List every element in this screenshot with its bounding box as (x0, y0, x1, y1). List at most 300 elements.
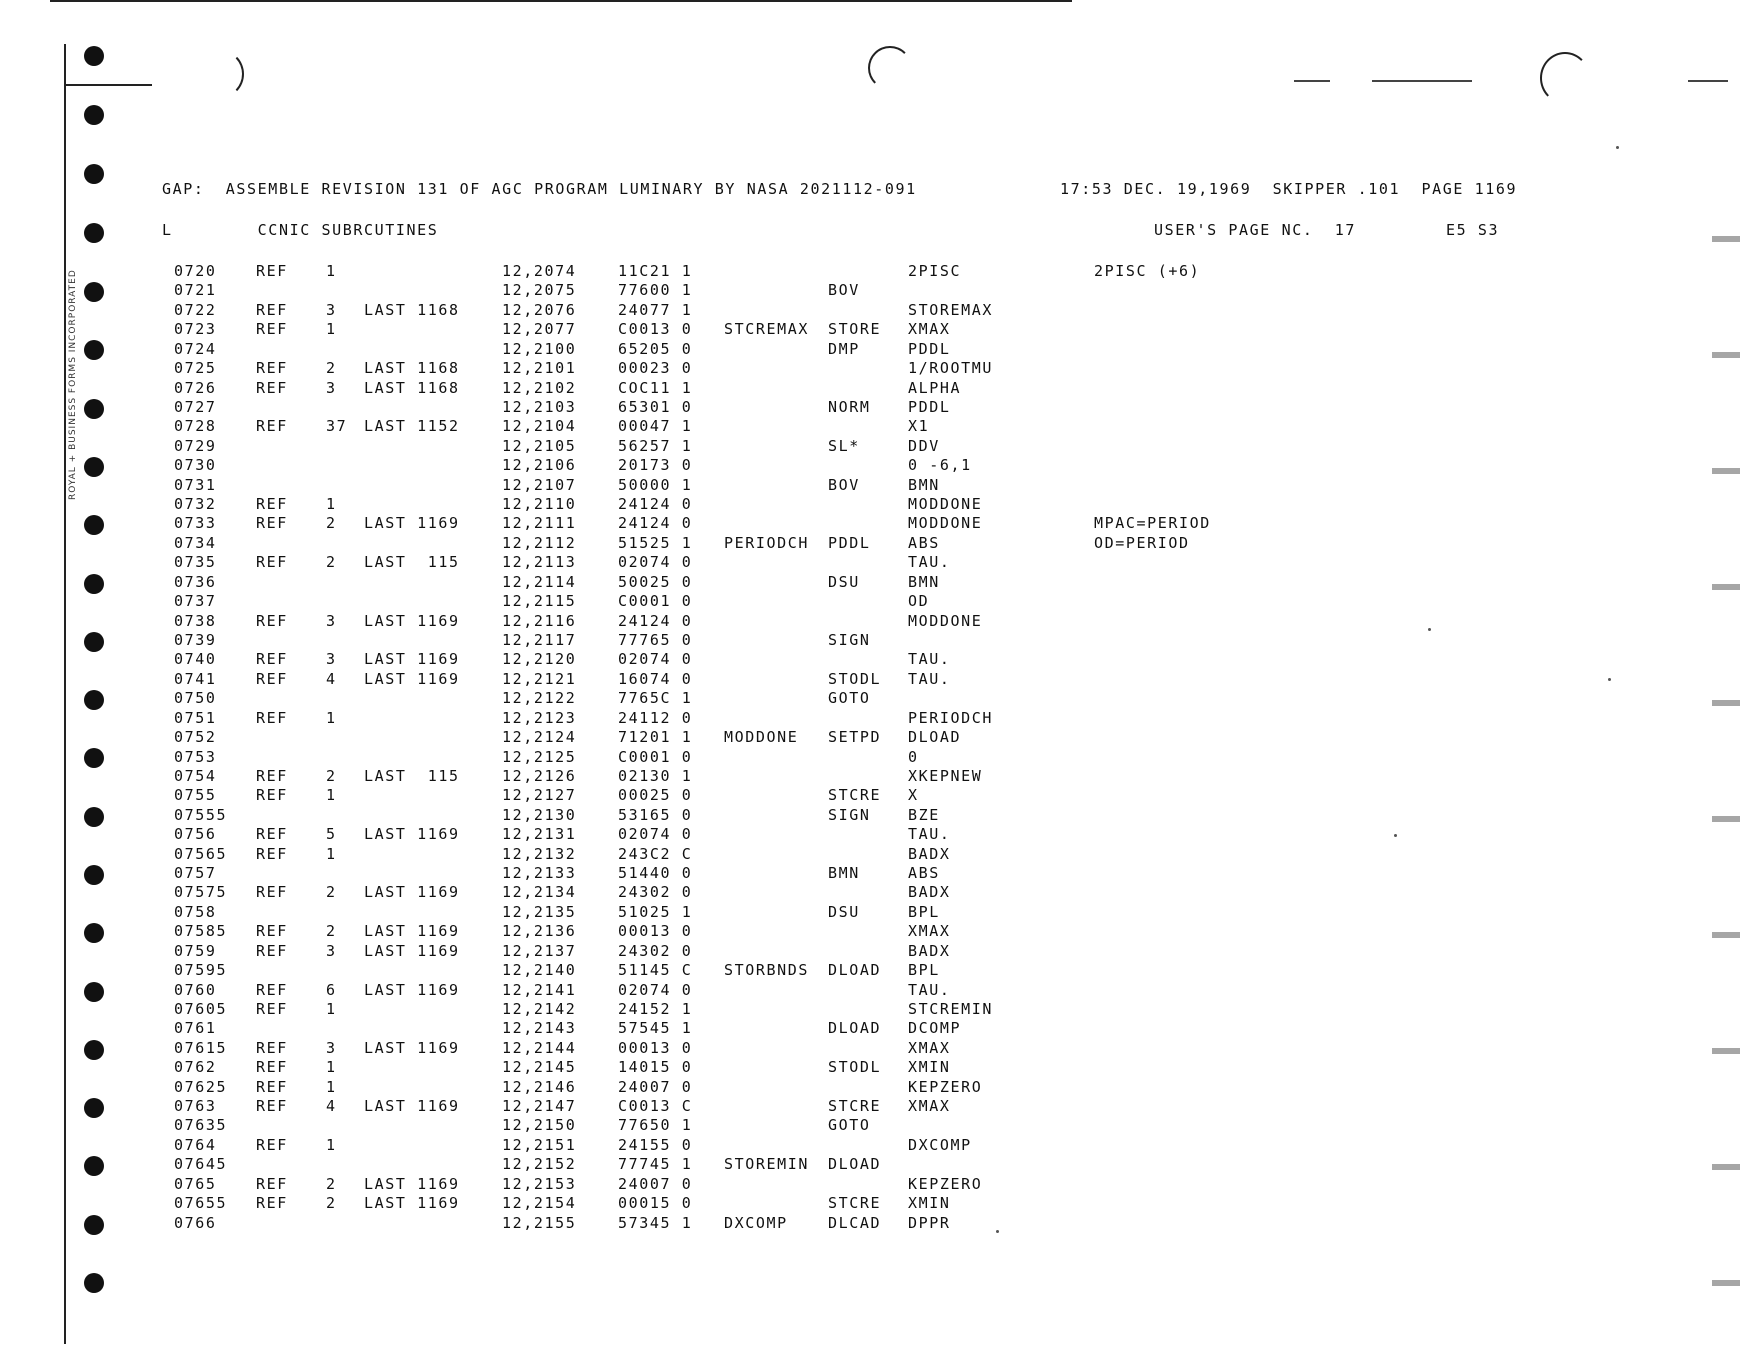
last-page: LAST 1169 (364, 611, 460, 630)
ref-count: 2 (326, 883, 337, 902)
last-page: LAST 1168 (364, 359, 460, 378)
paper-mark (1540, 52, 1590, 104)
listing-row (0, 709, 1300, 729)
operand: 0 (908, 747, 919, 766)
operand: KEPZERO (908, 1174, 983, 1193)
ref-flag: REF (256, 708, 288, 727)
ref-count: 1 (326, 708, 337, 727)
last-page: LAST 1169 (364, 669, 460, 688)
operand: TAU. (908, 553, 951, 572)
margin-tick (64, 84, 152, 86)
octal-word: 51145 C (618, 961, 693, 980)
side-label: ROYAL + BUSINESS FORMS INCORPORATED (68, 269, 78, 500)
octal-word: 00025 0 (618, 786, 693, 805)
last-page: LAST 115 (364, 553, 460, 572)
address: 12,2136 (502, 922, 577, 941)
listing-row (0, 728, 1300, 748)
listing-row (0, 359, 1300, 379)
operand: KEPZERO (908, 1077, 983, 1096)
octal-word: 24112 0 (618, 708, 693, 727)
ref-count: 2 (326, 553, 337, 572)
operand: PDDL (908, 339, 951, 358)
ref-flag: REF (256, 1097, 288, 1116)
address: 12,2120 (502, 650, 577, 669)
label: PERIODCH (724, 533, 810, 552)
dash-mark (1372, 80, 1472, 82)
listing-row (0, 592, 1300, 612)
listing-row (0, 845, 1300, 865)
line-number: 07655 (174, 1194, 228, 1213)
line-number: 0741 (174, 669, 217, 688)
section-title: L CCNIC SUBRCUTINES (162, 221, 439, 239)
address: 12,2146 (502, 1077, 577, 1096)
address: 12,2076 (502, 300, 577, 319)
line-number: 0724 (174, 339, 217, 358)
label: STOREMIN (724, 1155, 810, 1174)
address: 12,2137 (502, 941, 577, 960)
address: 12,2150 (502, 1116, 577, 1135)
listing-row (0, 1214, 1300, 1234)
header-title: GAP: ASSEMBLE REVISION 131 OF AGC PROGRAM LUMINARY BY NASA 2021112-091 (162, 180, 917, 198)
listing-row (0, 883, 1300, 903)
ref-count: 1 (326, 844, 337, 863)
address: 12,2115 (502, 592, 577, 611)
listing-row (0, 417, 1300, 437)
line-number: 07625 (174, 1077, 228, 1096)
ref-flag: REF (256, 1135, 288, 1154)
octal-word: 56257 1 (618, 436, 693, 455)
ref-count: 1 (326, 1077, 337, 1096)
ref-count: 4 (326, 1097, 337, 1116)
opcode: DLOAD (828, 1155, 882, 1174)
operand: PDDL (908, 397, 951, 416)
octal-word: 77745 1 (618, 1155, 693, 1174)
last-page: LAST 1169 (364, 941, 460, 960)
octal-word: 77650 1 (618, 1116, 693, 1135)
address: 12,2145 (502, 1058, 577, 1077)
ref-count: 2 (326, 359, 337, 378)
operand: XKEPNEW (908, 766, 983, 785)
operand: X1 (908, 417, 930, 436)
address: 12,2123 (502, 708, 577, 727)
octal-word: 02130 1 (618, 766, 693, 785)
opcode: BOV (828, 281, 860, 300)
label: STORBNDS (724, 961, 810, 980)
octal-word: C0001 0 (618, 747, 693, 766)
listing-row (0, 961, 1300, 981)
ref-count: 6 (326, 980, 337, 999)
line-number: 07645 (174, 1155, 228, 1174)
address: 12,2141 (502, 980, 577, 999)
octal-word: 51525 1 (618, 533, 693, 552)
octal-word: 14015 0 (618, 1058, 693, 1077)
operand: XMAX (908, 320, 951, 339)
operand: XMAX (908, 1038, 951, 1057)
speck (1394, 834, 1397, 837)
opcode: SIGN (828, 805, 871, 824)
dash-mark (1688, 80, 1728, 82)
operand: 1/ROOTMU (908, 359, 994, 378)
operand: STOREMAX (908, 300, 994, 319)
line-number: 07585 (174, 922, 228, 941)
listing-row (0, 340, 1300, 360)
ref-flag: REF (256, 1174, 288, 1193)
address: 12,2135 (502, 902, 577, 921)
ref-flag: REF (256, 359, 288, 378)
octal-word: 24302 0 (618, 883, 693, 902)
ref-count: 3 (326, 611, 337, 630)
operand: DDV (908, 436, 940, 455)
operand: TAU. (908, 650, 951, 669)
address: 12,2125 (502, 747, 577, 766)
operand: DCOMP (908, 1019, 962, 1038)
line-number: 0764 (174, 1135, 217, 1154)
line-number: 0759 (174, 941, 217, 960)
line-number: 0755 (174, 786, 217, 805)
address: 12,2151 (502, 1135, 577, 1154)
listing-row (0, 825, 1300, 845)
octal-word: 24077 1 (618, 300, 693, 319)
ref-flag: REF (256, 514, 288, 533)
operand: BPL (908, 902, 940, 921)
address: 12,2100 (502, 339, 577, 358)
line-number: 0723 (174, 320, 217, 339)
address: 12,2144 (502, 1038, 577, 1057)
listing-row (0, 379, 1300, 399)
ref-count: 3 (326, 650, 337, 669)
line-number: 0739 (174, 630, 217, 649)
ref-flag: REF (256, 417, 288, 436)
operand: DLOAD (908, 728, 962, 747)
octal-word: 02074 0 (618, 650, 693, 669)
paper-mark (198, 50, 244, 98)
listing-row (0, 748, 1300, 768)
listing-row (0, 981, 1300, 1001)
octal-word: 16074 0 (618, 669, 693, 688)
line-number: 0727 (174, 397, 217, 416)
ref-count: 1 (326, 320, 337, 339)
listing-row (0, 398, 1300, 418)
operand: X (908, 786, 919, 805)
line-number: 0736 (174, 572, 217, 591)
address: 12,2106 (502, 456, 577, 475)
opcode: BOV (828, 475, 860, 494)
operand: BADX (908, 941, 951, 960)
ref-count: 1 (326, 786, 337, 805)
operand: ABS (908, 533, 940, 552)
dash-mark (1294, 80, 1330, 82)
octal-word: 02074 0 (618, 553, 693, 572)
ref-count: 4 (326, 669, 337, 688)
listing-row (0, 942, 1300, 962)
operand: MODDONE (908, 611, 983, 630)
octal-word: 24007 0 (618, 1174, 693, 1193)
octal-word: C0013 C (618, 1097, 693, 1116)
listing-row (0, 903, 1300, 923)
octal-word: C0013 0 (618, 320, 693, 339)
listing-row (0, 553, 1300, 573)
listing-row (0, 495, 1300, 515)
opcode: STODL (828, 1058, 882, 1077)
last-page: LAST 1169 (364, 650, 460, 669)
listing-row (0, 612, 1300, 632)
ref-flag: REF (256, 980, 288, 999)
address: 12,2101 (502, 359, 577, 378)
operand: DPPR (908, 1213, 951, 1232)
address: 12,2113 (502, 553, 577, 572)
listing-row (0, 1058, 1300, 1078)
listing-row (0, 1136, 1300, 1156)
last-page: LAST 1169 (364, 825, 460, 844)
last-page: LAST 1152 (364, 417, 460, 436)
address: 12,2154 (502, 1194, 577, 1213)
octal-word: 50000 1 (618, 475, 693, 494)
user-page-number: USER'S PAGE NC. 17 (1154, 221, 1356, 239)
octal-word: 24152 1 (618, 999, 693, 1018)
octal-word: C0001 0 (618, 592, 693, 611)
opcode: STODL (828, 669, 882, 688)
line-number: 0751 (174, 708, 217, 727)
line-number: 0758 (174, 902, 217, 921)
listing-row (0, 301, 1300, 321)
address: 12,2121 (502, 669, 577, 688)
page-code: E5 S3 (1446, 221, 1500, 239)
opcode: NORM (828, 397, 871, 416)
opcode: STORE (828, 320, 882, 339)
opcode: GOTO (828, 1116, 871, 1135)
ref-flag: REF (256, 766, 288, 785)
octal-word: 65301 0 (618, 397, 693, 416)
line-number: 0734 (174, 533, 217, 552)
ref-count: 1 (326, 1058, 337, 1077)
line-number: 07605 (174, 999, 228, 1018)
address: 12,2142 (502, 999, 577, 1018)
operand: STCREMIN (908, 999, 994, 1018)
address: 12,2127 (502, 786, 577, 805)
opcode: DLCAD (828, 1213, 882, 1232)
ref-count: 3 (326, 300, 337, 319)
octal-word: 65205 0 (618, 339, 693, 358)
line-number: 07615 (174, 1038, 228, 1057)
ref-flag: REF (256, 495, 288, 514)
opcode: DMP (828, 339, 860, 358)
operand: BPL (908, 961, 940, 980)
line-number: 07575 (174, 883, 228, 902)
line-number: 07635 (174, 1116, 228, 1135)
octal-word: 57345 1 (618, 1213, 693, 1232)
last-page: LAST 1169 (364, 1194, 460, 1213)
opcode: PDDL (828, 533, 871, 552)
address: 12,2122 (502, 689, 577, 708)
address: 12,2153 (502, 1174, 577, 1193)
line-number: 0757 (174, 864, 217, 883)
speck (1608, 678, 1611, 681)
octal-word: 71201 1 (618, 728, 693, 747)
address: 12,2102 (502, 378, 577, 397)
address: 12,2143 (502, 1019, 577, 1038)
operand: OD (908, 592, 930, 611)
opcode: DLOAD (828, 961, 882, 980)
octal-word: 57545 1 (618, 1019, 693, 1038)
address: 12,2131 (502, 825, 577, 844)
opcode: SIGN (828, 630, 871, 649)
comment: MPAC=PERIOD (1094, 514, 1211, 533)
line-number: 0753 (174, 747, 217, 766)
ref-flag: REF (256, 883, 288, 902)
comment: OD=PERIOD (1094, 533, 1190, 552)
line-number: 07555 (174, 805, 228, 824)
line-number: 0721 (174, 281, 217, 300)
last-page: LAST 1168 (364, 300, 460, 319)
listing-row (0, 1175, 1300, 1195)
opcode: SETPD (828, 728, 882, 747)
operand: TAU. (908, 980, 951, 999)
address: 12,2130 (502, 805, 577, 824)
line-number: 0766 (174, 1213, 217, 1232)
ref-count: 2 (326, 766, 337, 785)
line-number: 0754 (174, 766, 217, 785)
ref-flag: REF (256, 999, 288, 1018)
operand: 0 -6,1 (908, 456, 972, 475)
address: 12,2103 (502, 397, 577, 416)
address: 12,2114 (502, 572, 577, 591)
octal-word: 00023 0 (618, 359, 693, 378)
line-number: 0750 (174, 689, 217, 708)
octal-word: 77765 0 (618, 630, 693, 649)
listing-row (0, 573, 1300, 593)
paper-mark (868, 46, 912, 90)
address: 12,2116 (502, 611, 577, 630)
listing-row (0, 456, 1300, 476)
ref-flag: REF (256, 378, 288, 397)
line-number: 0735 (174, 553, 217, 572)
address: 12,2140 (502, 961, 577, 980)
header-timestamp: 17:53 DEC. 19,1969 SKIPPER .101 PAGE 1169 (1060, 180, 1518, 198)
operand: MODDONE (908, 495, 983, 514)
address: 12,2133 (502, 864, 577, 883)
ref-count: 2 (326, 514, 337, 533)
ref-count: 2 (326, 922, 337, 941)
opcode: STCRE (828, 1194, 882, 1213)
address: 12,2132 (502, 844, 577, 863)
last-page: LAST 1169 (364, 1097, 460, 1116)
operand: 2PISC (908, 262, 962, 280)
address: 12,2152 (502, 1155, 577, 1174)
label: DXCOMP (724, 1213, 788, 1232)
listing-row (0, 476, 1300, 496)
octal-word: 51440 0 (618, 864, 693, 883)
last-page: LAST 1169 (364, 922, 460, 941)
ref-flag: REF (256, 922, 288, 941)
listing-row (0, 650, 1300, 670)
listing-row (0, 262, 1300, 282)
speck (1428, 628, 1431, 631)
punch-hole (84, 223, 104, 243)
ref-flag: REF (256, 1194, 288, 1213)
line-number: 0733 (174, 514, 217, 533)
punch-hole (84, 164, 104, 184)
label: STCREMAX (724, 320, 810, 339)
ref-flag: REF (256, 941, 288, 960)
listing-row (0, 806, 1300, 826)
octal-word: 77600 1 (618, 281, 693, 300)
ref-count: 2 (326, 1194, 337, 1213)
operand: BZE (908, 805, 940, 824)
listing-row (0, 281, 1300, 301)
address: 12,2124 (502, 728, 577, 747)
operand: DXCOMP (908, 1135, 972, 1154)
ref-count: 3 (326, 378, 337, 397)
listing-row (0, 1097, 1300, 1117)
address: 12,2126 (502, 766, 577, 785)
listing-row (0, 320, 1300, 340)
address: 12,2112 (502, 533, 577, 552)
operand: PERIODCH (908, 708, 994, 727)
ref-flag: REF (256, 1058, 288, 1077)
listing-row (0, 1194, 1300, 1214)
opcode: STCRE (828, 1097, 882, 1116)
operand: BADX (908, 883, 951, 902)
listing-row (0, 670, 1300, 690)
speck (1616, 146, 1619, 149)
last-page: LAST 1169 (364, 883, 460, 902)
octal-word: 7765C 1 (618, 689, 693, 708)
octal-word: 00015 0 (618, 1194, 693, 1213)
octal-word: 24124 0 (618, 514, 693, 533)
line-number: 0740 (174, 650, 217, 669)
listing-row (0, 437, 1300, 457)
operand: XMIN (908, 1058, 951, 1077)
octal-word: COC11 1 (618, 378, 693, 397)
right-edge-marks (1712, 196, 1740, 1306)
ref-flag: REF (256, 300, 288, 319)
octal-word: 02074 0 (618, 980, 693, 999)
listing-row (0, 1078, 1300, 1098)
ref-flag: REF (256, 320, 288, 339)
address: 12,2075 (502, 281, 577, 300)
listing-row (0, 631, 1300, 651)
address: 12,2134 (502, 883, 577, 902)
punch-hole (84, 46, 104, 66)
line-number: 0722 (174, 300, 217, 319)
line-number: 0752 (174, 728, 217, 747)
address: 12,2074 (502, 262, 577, 280)
ref-flag: REF (256, 553, 288, 572)
label: MODDONE (724, 728, 799, 747)
listing-row (0, 1000, 1300, 1020)
octal-word: 53165 0 (618, 805, 693, 824)
operand: MODDONE (908, 514, 983, 533)
octal-word: 00013 0 (618, 922, 693, 941)
octal-word: 00013 0 (618, 1038, 693, 1057)
octal-word: 24007 0 (618, 1077, 693, 1096)
ref-count: 1 (326, 1135, 337, 1154)
octal-word: 24155 0 (618, 1135, 693, 1154)
octal-word: 24124 0 (618, 611, 693, 630)
listing-row (0, 1155, 1300, 1175)
address: 12,2111 (502, 514, 577, 533)
operand: ABS (908, 864, 940, 883)
listing-row (0, 922, 1300, 942)
operand: XMIN (908, 1194, 951, 1213)
listing-row (0, 767, 1300, 787)
opcode: DSU (828, 902, 860, 921)
octal-word: 02074 0 (618, 825, 693, 844)
operand: BADX (908, 844, 951, 863)
octal-word: 243C2 C (618, 844, 693, 863)
ref-flag: REF (256, 844, 288, 863)
ref-flag: REF (256, 786, 288, 805)
